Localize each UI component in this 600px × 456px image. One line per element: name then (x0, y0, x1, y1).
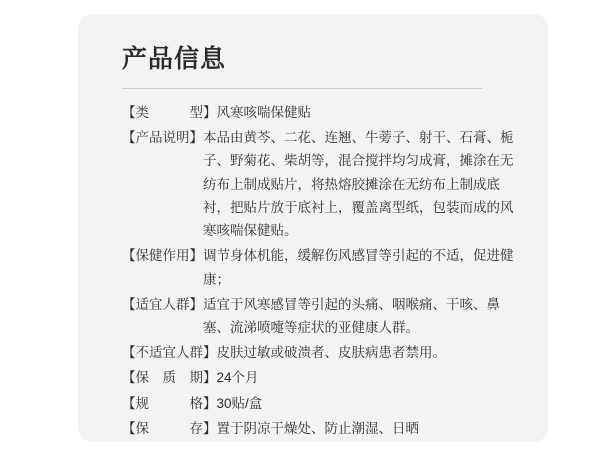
list-item (122, 293, 524, 339)
spec-value: 30贴/盒 (216, 395, 263, 411)
spec-label: 【保 质 期】 (122, 370, 217, 386)
list-item (122, 392, 524, 415)
spec-label: 【类 型】 (122, 105, 217, 120)
title-divider (122, 88, 482, 89)
spec-label: 【保 存】 (122, 420, 217, 436)
list-item (122, 417, 524, 440)
spec-value: 适宜于风寒感冒等引起的头痛、咽喉痛、干咳、鼻塞、流涕喷嚏等症状的亚健康人群。 (203, 296, 500, 335)
spec-label: 【保健作用】 (122, 248, 203, 264)
spec-value: 本品由黄芩、二花、连翘、牛蒡子、射干、石膏、栀子、野菊花、柴胡等，混合搅拌均匀成膏，摊涂在无纺布上制成贴片，将热熔胶摊涂在无纺布上制成底衬，把贴片放于底衬上，覆盖离型纸，包装而成的风寒咳喘保健贴。 (203, 130, 514, 239)
spec-label: 【适宜人群】 (122, 296, 203, 312)
spec-label: 【不适宜人群】 (122, 345, 217, 361)
product-info-content (122, 44, 524, 442)
spec-value: 皮肤过敏或破溃者、皮肤病患者禁用。 (216, 345, 446, 361)
spec-value: 置于阴凉干燥处、防止潮湿、日晒 (216, 420, 419, 436)
list-item (122, 244, 524, 290)
spec-list (122, 101, 524, 440)
spec-value: 24个月 (216, 370, 259, 386)
spec-value: 风寒咳喘保健贴 (216, 105, 311, 120)
spec-label: 【规 格】 (122, 395, 217, 411)
list-item (122, 341, 524, 364)
spec-label: 【产品说明】 (122, 130, 203, 146)
page-title: 产品信息 (122, 45, 227, 73)
list-item (122, 101, 524, 124)
spec-value: 调节身体机能，缓解伤风感冒等引起的不适，促进健康； (203, 248, 514, 287)
list-item (122, 366, 524, 389)
product-info-card (78, 14, 548, 442)
list-item (122, 126, 524, 242)
